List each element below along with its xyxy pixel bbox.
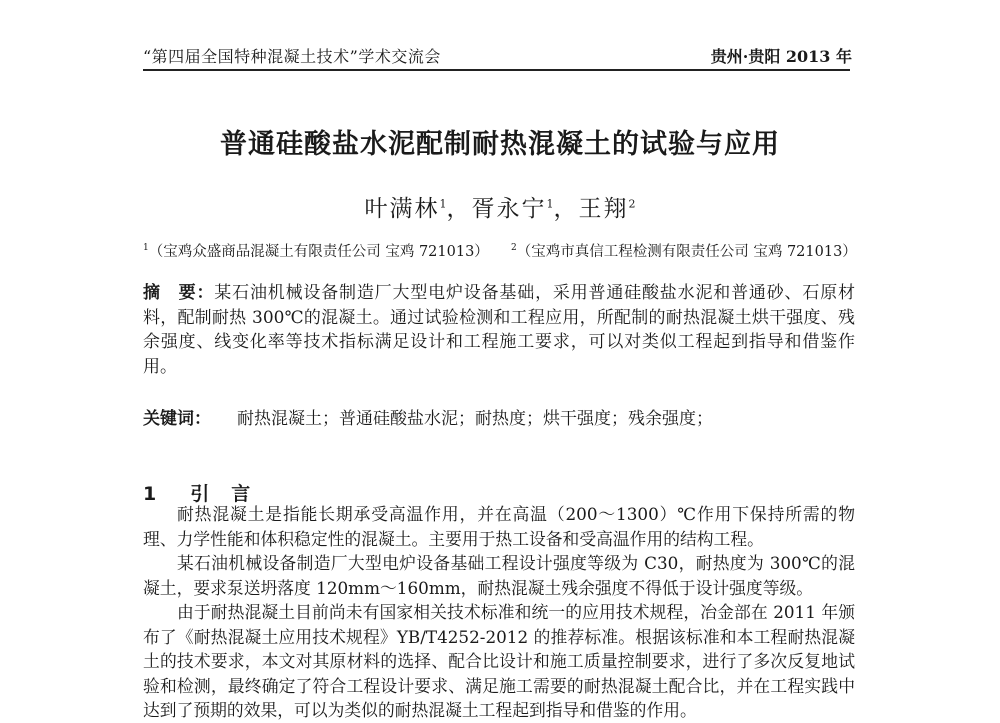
location-year: 贵州·贵阳 2013 年 — [710, 47, 852, 66]
affiliation-mark: 1 — [143, 243, 149, 254]
author-name: 胥永宁 — [471, 196, 547, 222]
keywords-label: 关键词： — [143, 409, 211, 429]
affiliation — [143, 240, 489, 261]
body-paragraph: 某石油机械设备制造厂大型电炉设备基础工程设计强度等级为 C30，耐热度为 300℃的混凝土，要求泵送坍落度 120mm～160mm，耐热混凝土残余强度不得低于设计强度等级。 — [143, 553, 855, 598]
section-number: 1 — [143, 483, 157, 505]
author-name: 王翔 — [578, 196, 629, 222]
affiliation-mark: 2 — [511, 243, 517, 254]
header-rule — [143, 69, 850, 71]
keywords-text: 耐热混凝土；普通硅酸盐水泥；耐热度；烘干强度；残余强度； — [237, 409, 713, 429]
body-paragraph: 由于耐热混凝土目前尚未有国家相关技术标准和统一的应用技术规程，冶金部在 2011 年颁布了《耐热混凝土应用技术规程》YB/T4252-2012 的推荐标准。根据该标准和本工程耐热混凝土的技术要求，本文对其原材料的选择、配合比设计和施工质量控制要求，进行了多次反复地试验和检测，最终确定了符合工程设计要求、满足施工需要的耐热混凝土配合比，并在工程实践中达到了预期的效果，可以为类似的耐热混凝土工程起到指导和借鉴的作用。 — [143, 602, 855, 720]
affiliation-text: （宝鸡众盛商品混凝土有限责任公司 宝鸡 721013） — [148, 244, 489, 260]
author-affil-mark: 2 — [628, 197, 636, 211]
author-affil-mark: 1 — [546, 197, 554, 211]
section-body — [143, 502, 855, 723]
abstract — [143, 281, 855, 379]
keywords — [143, 404, 713, 429]
section-title: 引言 — [190, 483, 273, 505]
conference-name: “第四届全国特种混凝土技术”学术交流会 — [143, 47, 441, 66]
author-name: 叶满林 — [364, 196, 440, 222]
author-affil-mark: 1 — [439, 197, 447, 211]
paper-title: 普通硅酸盐水泥配制耐热混凝土的试验与应用 — [220, 129, 780, 160]
author-list: 叶满林$^1$，胥永宁$^1$，王翔$^2$ — [364, 196, 636, 222]
abstract-text: 某石油机械设备制造厂大型电炉设备基础，采用普通硅酸盐水泥和普通砂、石原材料，配制耐热 300℃的混凝土。通过试验检测和工程应用，所配制的耐热混凝土烘干强度、残余强度、线变化率等技术指标满足设计和工程施工要求，可以对类似工程起到指导和借鉴作用。 — [143, 283, 856, 377]
body-paragraph: 耐热混凝土是指能长期承受高温作用，并在高温（200～1300）℃作用下保持所需的物理、力学性能和体积稳定性的混凝土。主要用于热工设备和受高温作用的结构工程。 — [143, 504, 855, 549]
affiliation — [511, 240, 857, 261]
abstract-label: 摘 要： — [143, 283, 215, 303]
affiliation-text: （宝鸡市真信工程检测有限责任公司 宝鸡 721013） — [516, 244, 857, 260]
